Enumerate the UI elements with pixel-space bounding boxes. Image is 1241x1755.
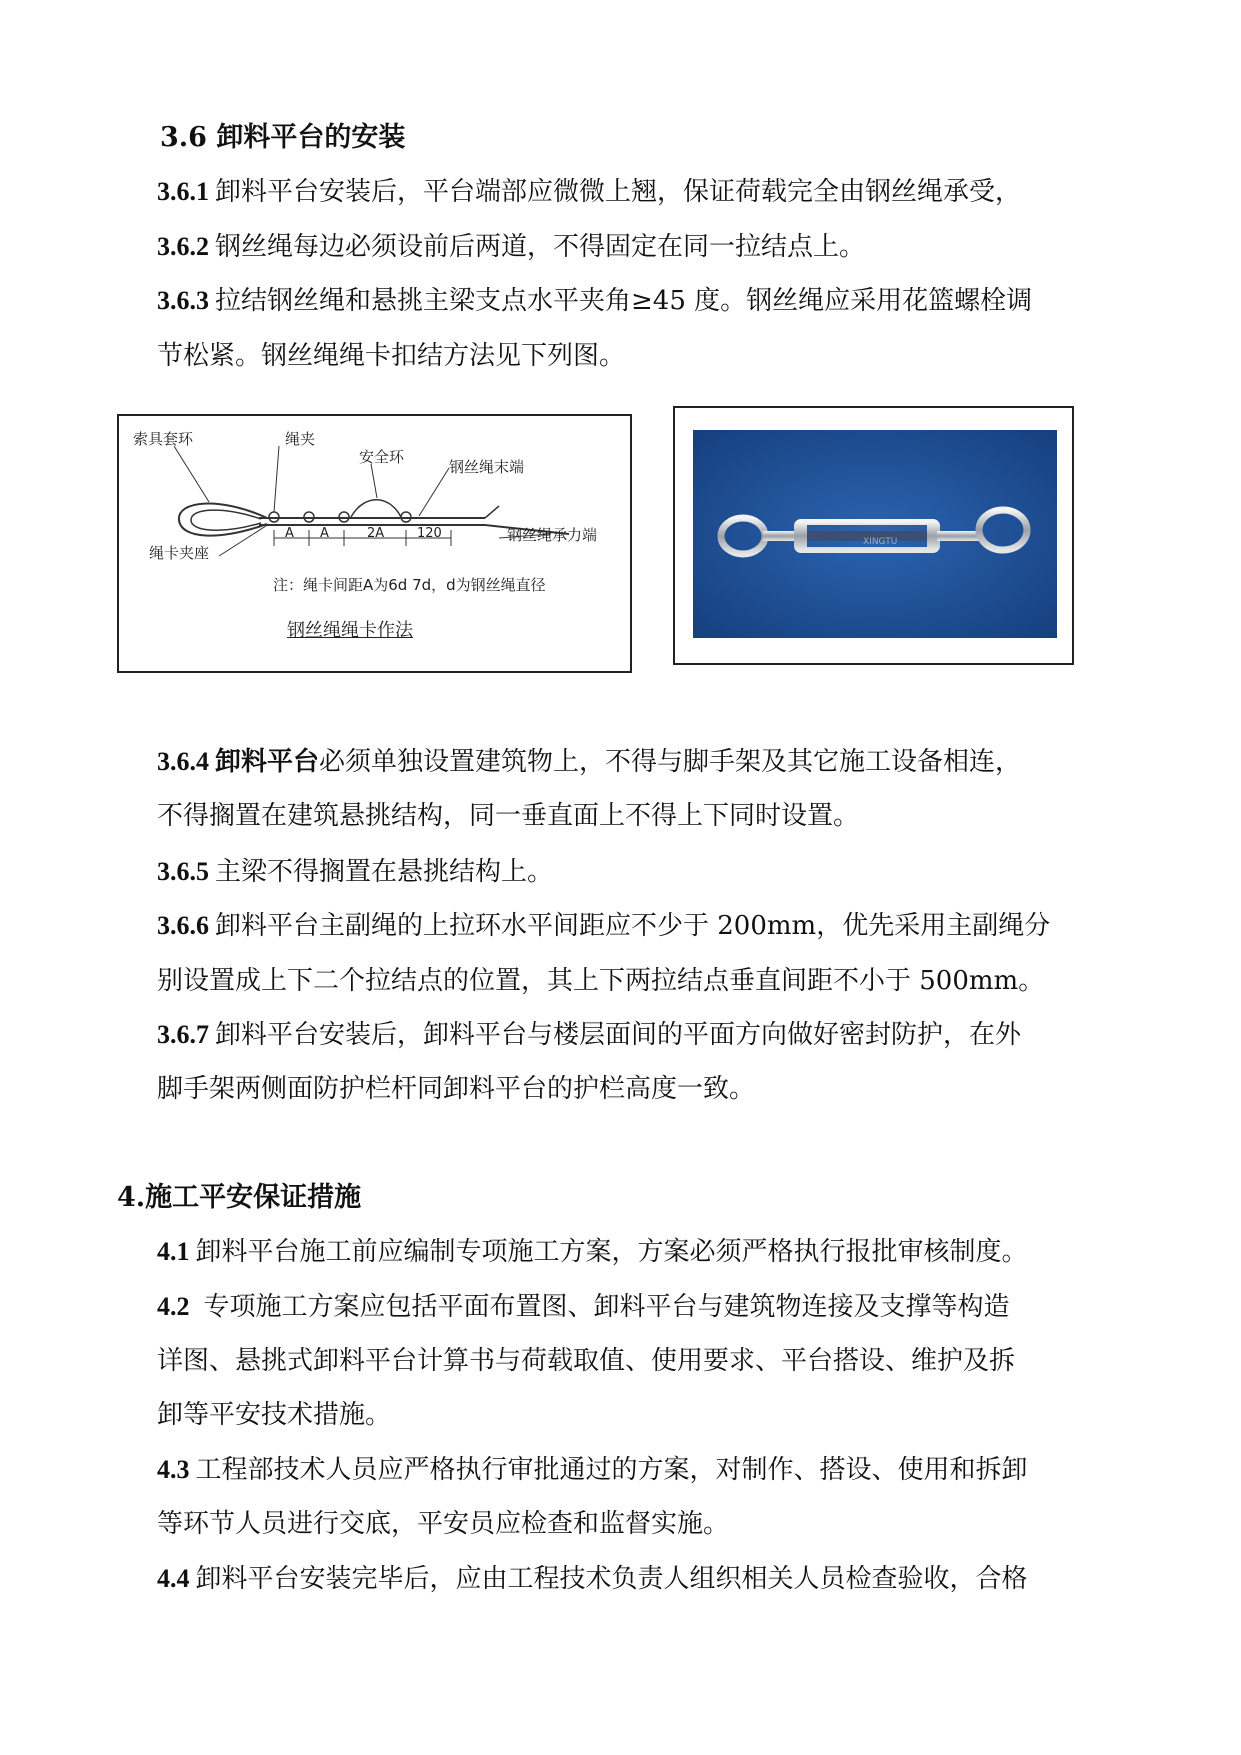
paragraph-3-6-4-line2: 不得搁置在建筑悬挑结构，同一垂直面上不得上下同时设置。 (157, 801, 860, 831)
paragraph-3-6-5 (157, 856, 553, 888)
paragraph-4-2-line2: 详图、悬挑式卸料平台计算书与荷载取值、使用要求、平台搭设、维护及拆 (157, 1346, 1016, 1376)
label-safety-loop: 安全环 (359, 448, 405, 466)
paragraph-text: 必须单独设置建筑物上，不得与脚手架及其它施工设备相连， (319, 747, 1022, 777)
paragraph-3-6-2 (157, 231, 865, 263)
paragraph-text: 卸料平台安装完毕后，应由工程技术负责人组织相关人员检查验收，合格 (195, 1564, 1028, 1594)
paragraph-4-1 (157, 1236, 1028, 1268)
paragraph-3-6-4-line1 (157, 746, 1021, 778)
paragraph-text: 专项施工方案应包括平面布置图、卸料平台与建筑物连接及支撑等构造 (203, 1292, 1010, 1322)
dimension-2a: 2A (367, 526, 385, 541)
label-clip: 绳夹 (285, 430, 316, 448)
item-number: 4.1 (157, 1237, 190, 1266)
section-heading-4: 4.施工平安保证措施 (117, 1182, 362, 1213)
item-number: 3.6.6 (157, 911, 209, 940)
diagram-note: 注：绳卡间距A为6d 7d，d为钢丝绳直径 (273, 576, 546, 594)
photo-watermark: XINGTU (863, 537, 898, 547)
item-number: 3.6.3 (157, 286, 209, 315)
item-number: 3.6.5 (157, 857, 209, 886)
item-number: 3.6.2 (157, 232, 209, 261)
item-number: 4.4 (157, 1564, 190, 1593)
paragraph-3-6-7-line2: 脚手架两侧面防护栏杆同卸料平台的护栏高度一致。 (157, 1074, 756, 1104)
turnbuckle-photo (693, 430, 1057, 638)
dimension-a2: A (320, 526, 329, 541)
item-number: 3.6.1 (157, 177, 209, 206)
paragraph-4-3-line2: 等环节人员进行交底，平安员应检查和监督实施。 (157, 1509, 730, 1539)
label-load-end: 钢丝绳承力端 (507, 526, 598, 544)
label-rope-end: 钢丝绳末端 (449, 458, 525, 476)
paragraph-4-4 (157, 1563, 1028, 1595)
label-thimble: 索具套环 (133, 430, 194, 448)
paragraph-text: 拉结钢丝绳和悬挑主梁支点水平夹角≥45 度。钢丝绳应采用花篮螺栓调 (215, 286, 1033, 316)
paragraph-4-2-line1 (157, 1291, 1010, 1323)
paragraph-3-6-7-line1 (157, 1019, 1021, 1051)
label-clip-saddle: 绳卡夹座 (149, 544, 210, 562)
dimension-a1: A (285, 526, 294, 541)
dimension-120: 120 (417, 526, 442, 541)
paragraph-text: 卸料平台施工前应编制专项施工方案，方案必须严格执行报批审核制度。 (195, 1237, 1028, 1267)
item-number: 4.3 (157, 1455, 190, 1484)
paragraph-3-6-1 (157, 176, 1021, 208)
bold-term: 卸料平台 (215, 747, 320, 777)
paragraph-3-6-3-line1 (157, 285, 1032, 317)
diagram-caption: 钢丝绳绳卡作法 (287, 620, 413, 641)
turnbuckle-photo-frame (673, 406, 1074, 665)
paragraph-4-2-line3: 卸等平安技术措施。 (157, 1400, 392, 1430)
paragraph-text: 主梁不得搁置在悬挑结构上。 (215, 857, 554, 887)
paragraph-3-6-6-line2: 别设置成上下二个拉结点的位置，其上下两拉结点垂直间距不小于 500mm。 (157, 966, 1045, 996)
paragraph-text: 钢丝绳每边必须设前后两道，不得固定在同一拉结点上。 (215, 232, 866, 262)
wire-rope-clip-diagram (117, 414, 632, 673)
paragraph-text: 卸料平台安装后，平台端部应微微上翘，保证荷载完全由钢丝绳承受， (215, 177, 1022, 207)
paragraph-3-6-3-line2: 节松紧。钢丝绳绳卡扣结方法见下列图。 (157, 341, 626, 371)
item-number: 3.6.4 (157, 747, 209, 776)
paragraph-4-3-line1 (157, 1454, 1028, 1486)
paragraph-text: 卸料平台安装后，卸料平台与楼层面间的平面方向做好密封防护，在外 (215, 1020, 1022, 1050)
paragraph-text: 工程部技术人员应严格执行审批通过的方案，对制作、搭设、使用和拆卸 (195, 1455, 1028, 1485)
item-number: 4.2 (157, 1292, 190, 1321)
paragraph-text: 卸料平台主副绳的上拉环水平间距应不少于 200mm，优先采用主副绳分 (215, 911, 1051, 941)
paragraph-3-6-6-line1 (157, 910, 1050, 942)
section-heading-3-6: 3.6 卸料平台的安装 (160, 122, 406, 153)
item-number: 3.6.7 (157, 1020, 209, 1049)
